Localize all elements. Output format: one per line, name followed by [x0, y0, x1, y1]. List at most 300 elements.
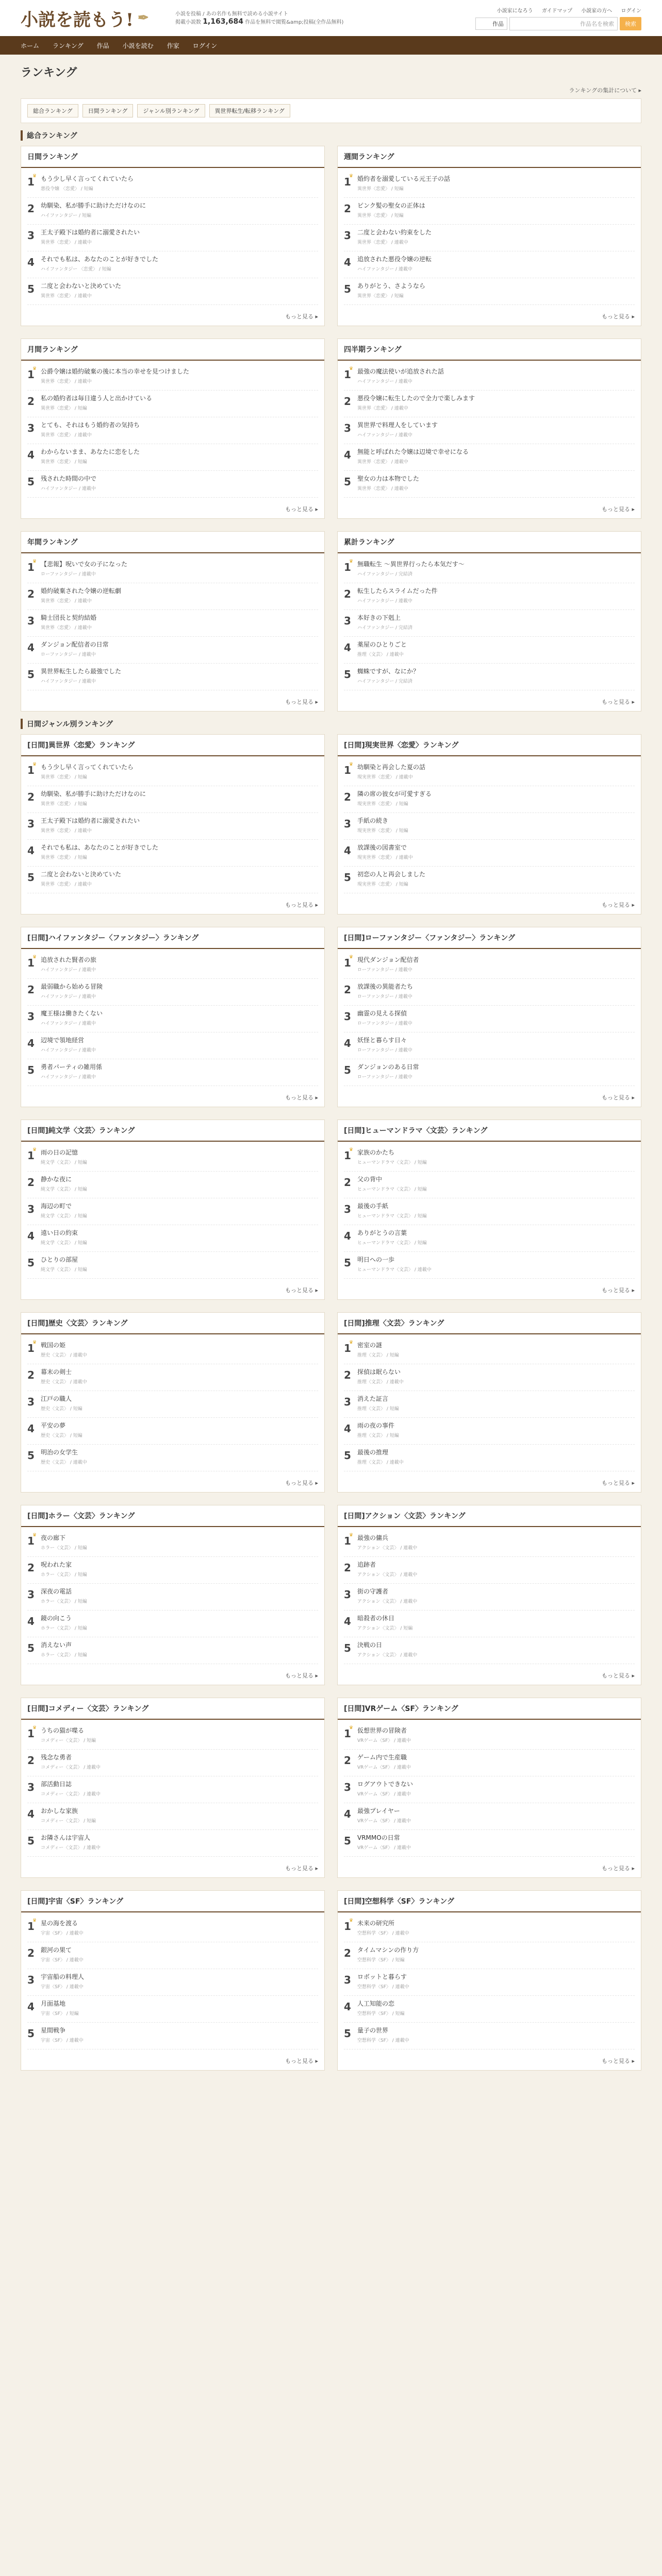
novel-title[interactable]: ゲーム内で生産職 — [357, 1754, 407, 1761]
novel-title[interactable]: 現代ダンジョン配信者 — [357, 956, 419, 963]
novel-title[interactable]: お隣さんは宇宙人 — [41, 1834, 91, 1841]
ranking-item[interactable] — [27, 813, 318, 840]
ranking-item[interactable] — [344, 637, 635, 664]
ranking-item[interactable] — [344, 1637, 635, 1664]
novel-title[interactable]: それでも私は、あなたのことが好きでした — [41, 256, 159, 263]
ranking-item[interactable] — [344, 171, 635, 198]
ranking-item[interactable] — [344, 556, 635, 583]
ranking-item[interactable] — [27, 1145, 318, 1172]
novel-title[interactable]: 最弱職から始める冒険 — [41, 983, 103, 990]
novel-title[interactable]: 家族のかたち — [357, 1149, 395, 1156]
novel-meta: 推理〈文芸〉 / 連載中 — [357, 1460, 404, 1465]
novel-title[interactable]: 消えない声 — [41, 1641, 72, 1649]
novel-title[interactable]: 最強の魔法使いが追放された話 — [357, 368, 444, 375]
nav-item[interactable]: 作家 — [167, 42, 179, 49]
novel-title[interactable]: 公爵令嬢は婚約破棄の後に本当の幸せを見つけました — [41, 368, 190, 375]
novel-title[interactable]: 雨の夜の事件 — [357, 1422, 395, 1429]
novel-title[interactable]: 追放された賢者の旅 — [41, 956, 97, 963]
ranking-item[interactable] — [27, 171, 318, 198]
novel-title[interactable]: 部活動日誌 — [41, 1781, 72, 1788]
ranking-item[interactable] — [27, 225, 318, 251]
novel-meta: 純文学〈文芸〉 / 短編 — [41, 1214, 87, 1219]
ranking-item[interactable] — [344, 1391, 635, 1418]
novel-title[interactable]: 未来の研究所 — [357, 1920, 395, 1927]
novel-title[interactable]: 戦国の姫 — [41, 1342, 66, 1349]
header-link[interactable]: 小説家の方へ — [581, 8, 613, 14]
novel-title[interactable]: 悪役令嬢に転生したので全力で楽しみます — [357, 395, 475, 402]
novel-title[interactable]: ありがとう、さようなら — [357, 282, 426, 290]
novel-meta: ローファンタジー / 連載中 — [357, 1075, 412, 1080]
novel-title[interactable]: おかしな家族 — [41, 1807, 78, 1815]
novel-meta: アクション〈文芸〉 / 短編 — [357, 1626, 413, 1631]
nav-item[interactable]: 小説を読む — [122, 42, 154, 49]
item-body — [41, 614, 318, 633]
novel-title[interactable]: ダンジョンのある日常 — [357, 1063, 419, 1071]
ranking-item[interactable] — [27, 1032, 318, 1059]
ranking-item[interactable] — [27, 1530, 318, 1557]
ranking-list — [21, 168, 324, 308]
novel-title[interactable]: 明日への一歩 — [357, 1256, 395, 1263]
ranking-item[interactable] — [27, 1557, 318, 1584]
ranking-item[interactable] — [27, 391, 318, 417]
card-title: [日間]推理〈文芸〉ランキング — [338, 1313, 641, 1334]
ranking-item[interactable] — [27, 867, 318, 893]
novel-title[interactable]: 異世界で料理人をしています — [357, 421, 438, 429]
novel-meta: ハイファンタジー / 連載中 — [357, 433, 412, 438]
novel-title[interactable]: 無職転生 〜異世界行ったら本気だす〜 — [357, 561, 465, 568]
more-link[interactable]: もっと見る ▸ — [285, 699, 318, 705]
novel-title[interactable]: それでも私は、あなたのことが好きでした — [41, 844, 159, 851]
rank-number: 2 — [344, 1754, 351, 1767]
ranking-item[interactable] — [344, 1942, 635, 1969]
novel-title[interactable]: 星の海を渡る — [41, 1920, 78, 1927]
ranking-item[interactable] — [344, 1969, 635, 1996]
novel-meta: 空想科学〈SF〉 / 短編 — [357, 1958, 405, 1963]
ranking-item[interactable] — [344, 1557, 635, 1584]
ranking-item[interactable] — [344, 1418, 635, 1445]
novel-title[interactable]: ピンク髪の聖女の正体は — [357, 202, 425, 209]
novel-title[interactable]: 宇宙船の料理人 — [41, 1973, 85, 1980]
ranking-item[interactable] — [344, 1252, 635, 1279]
ranking-item[interactable] — [344, 840, 635, 867]
ranking-item[interactable] — [344, 198, 635, 225]
ranking-item[interactable] — [344, 1337, 635, 1364]
novel-title[interactable]: もう少し早く言ってくれていたら — [41, 175, 134, 182]
novel-title[interactable]: 婚約者を溺愛している元王子の話 — [357, 175, 451, 182]
ranking-item[interactable] — [27, 1916, 318, 1942]
ranking-item[interactable] — [27, 1584, 318, 1611]
ranking-item[interactable] — [27, 1996, 318, 2023]
search-bar — [475, 17, 641, 30]
novel-title[interactable]: ログアウトできない — [357, 1781, 413, 1788]
novel-title[interactable]: 最強プレイヤー — [357, 1807, 400, 1815]
ranking-item[interactable] — [27, 583, 318, 610]
novel-title[interactable]: ひとりの部屋 — [41, 1256, 78, 1263]
item-body — [41, 175, 318, 194]
novel-meta: 純文学〈文芸〉 / 短編 — [41, 1160, 87, 1165]
more-link[interactable]: もっと見る ▸ — [601, 699, 635, 705]
ranking-item[interactable] — [344, 1916, 635, 1942]
crown-icon: ♛ — [32, 762, 37, 767]
novel-title[interactable]: 王太子殿下は婚約者に溺愛されたい — [41, 229, 140, 236]
novel-title[interactable]: 薬屋のひとりごと — [357, 641, 407, 648]
novel-title[interactable]: 【悲報】呪いで女の子になった — [41, 561, 128, 568]
novel-title[interactable]: 幽霊の見える探偵 — [357, 1010, 407, 1017]
ranking-item[interactable] — [344, 364, 635, 391]
ranking-item[interactable] — [344, 1611, 635, 1637]
ranking-item[interactable] — [27, 1445, 318, 1471]
ranking-item[interactable] — [344, 786, 635, 813]
rank-number: 4 — [27, 844, 35, 857]
more-link[interactable]: もっと見る ▸ — [601, 1672, 635, 1679]
ranking-item[interactable] — [27, 556, 318, 583]
more-link[interactable]: もっと見る ▸ — [601, 313, 635, 320]
rank-number: 4 — [344, 844, 351, 857]
ranking-item[interactable] — [27, 610, 318, 637]
ranking-item[interactable] — [27, 1803, 318, 1830]
novel-meta: ホラー〈文芸〉 / 短編 — [41, 1546, 87, 1551]
novel-title[interactable]: 密室の謎 — [357, 1342, 383, 1349]
ranking-list — [338, 361, 641, 501]
ranking-item[interactable] — [344, 759, 635, 786]
ranking-item[interactable] — [344, 1723, 635, 1750]
header-link[interactable]: 小説家になろう — [496, 8, 533, 14]
novel-meta: ハイファンタジー 〈恋愛〉 / 短編 — [41, 267, 111, 272]
ranking-item[interactable] — [27, 1172, 318, 1198]
crown-icon: ♛ — [32, 174, 37, 179]
novel-title[interactable]: 聖女の力は本物でした — [357, 475, 420, 482]
novel-title[interactable]: 星間戦争 — [41, 2027, 66, 2034]
ranking-item[interactable] — [344, 1445, 635, 1471]
novel-title[interactable]: 辺境で領地経営 — [41, 1037, 85, 1044]
ranking-item[interactable] — [27, 1059, 318, 1086]
ranking-item[interactable] — [27, 1252, 318, 1279]
novel-title[interactable]: ダンジョン配信者の日常 — [41, 641, 109, 648]
novel-title[interactable]: 放課後の異能者たち — [357, 983, 413, 990]
ranking-item[interactable] — [27, 759, 318, 786]
novel-title[interactable]: 消えた証言 — [357, 1395, 389, 1402]
novel-title[interactable]: 量子の世界 — [357, 2027, 389, 2034]
ranking-item[interactable] — [27, 417, 318, 444]
ranking-item[interactable] — [27, 471, 318, 498]
novel-title[interactable]: 最後の推理 — [357, 1449, 389, 1456]
novel-title[interactable]: 人工知能の恋 — [357, 2000, 395, 2007]
novel-title[interactable]: 幼馴染、私が勝手に助けただけなのに — [41, 202, 146, 209]
rank-number: 1 ♛ — [344, 1533, 354, 1547]
novel-title[interactable]: 最強の傭兵 — [357, 1534, 389, 1541]
ranking-item[interactable] — [344, 1145, 635, 1172]
ranking-item[interactable] — [344, 391, 635, 417]
novel-meta: 歴史〈文芸〉 / 短編 — [41, 1433, 82, 1438]
ranking-item[interactable] — [344, 1006, 635, 1032]
more-link[interactable]: もっと見る ▸ — [601, 1094, 635, 1101]
ranking-item[interactable] — [344, 225, 635, 251]
novel-title[interactable]: 二度と会わない約束をした — [357, 229, 432, 236]
novel-title[interactable]: 暗殺者の休日 — [357, 1615, 395, 1622]
more-link[interactable]: もっと見る ▸ — [285, 1865, 318, 1872]
rank-number: 5 — [344, 1257, 351, 1269]
tab-sogo[interactable]: 総合ランキング — [27, 104, 78, 117]
item-body — [357, 1587, 635, 1606]
more-link[interactable]: もっと見る ▸ — [285, 1480, 318, 1486]
ranking-list — [338, 168, 641, 308]
ranking-item[interactable] — [27, 637, 318, 664]
novel-title[interactable]: 幼馴染、私が勝手に助けただけなのに — [41, 790, 146, 798]
search-type-select[interactable]: 作品 — [475, 18, 507, 30]
ranking-item[interactable] — [344, 251, 635, 278]
ranking-item[interactable] — [27, 952, 318, 979]
novel-meta: 異世界〈恋愛〉 / 連載中 — [357, 486, 408, 492]
novel-title[interactable]: 明治の女学生 — [41, 1449, 78, 1456]
ranking-item[interactable] — [27, 840, 318, 867]
novel-title[interactable]: 江戸の職人 — [41, 1395, 72, 1402]
ranking-item[interactable] — [344, 1530, 635, 1557]
novel-title[interactable]: うちの猫が喋る — [41, 1727, 85, 1734]
novel-title[interactable]: VRMMOの日常 — [357, 1834, 400, 1841]
novel-title[interactable]: 呪われた家 — [41, 1561, 72, 1568]
novel-title[interactable]: 幕末の剣士 — [41, 1368, 72, 1376]
ranking-item[interactable] — [344, 417, 635, 444]
ranking-item[interactable] — [27, 1391, 318, 1418]
ranking-item[interactable] — [344, 610, 635, 637]
ranking-item[interactable] — [27, 1006, 318, 1032]
novel-title[interactable]: 騎士団長と契約結婚 — [41, 614, 97, 621]
novel-title[interactable]: 残念な勇者 — [41, 1754, 72, 1761]
ranking-item[interactable] — [344, 1225, 635, 1252]
ranking-list — [338, 1527, 641, 1667]
ranking-item[interactable] — [344, 583, 635, 610]
item-body — [41, 1807, 318, 1826]
novel-title[interactable]: 残された時間の中で — [41, 475, 97, 482]
ranking-item[interactable] — [27, 1364, 318, 1391]
novel-meta: ホラー〈文芸〉 / 短編 — [41, 1653, 87, 1658]
novel-meta: ハイファンタジー / 連載中 — [41, 679, 96, 684]
novel-title[interactable]: 夜の廊下 — [41, 1534, 66, 1541]
novel-title[interactable]: もう少し早く言ってくれていたら — [41, 764, 134, 771]
more-link[interactable]: もっと見る ▸ — [285, 313, 318, 320]
novel-title[interactable]: 決戦の日 — [357, 1641, 383, 1649]
ranking-item[interactable] — [344, 867, 635, 893]
more-link[interactable]: もっと見る ▸ — [285, 2058, 318, 2064]
ranking-item[interactable] — [27, 1611, 318, 1637]
ranking-item[interactable] — [344, 2023, 635, 2049]
novel-title[interactable]: 父の背中 — [357, 1176, 383, 1183]
novel-title[interactable]: 探偵は眠らない — [357, 1368, 401, 1376]
rank-number: 1 ♛ — [344, 1340, 354, 1354]
novel-title[interactable]: とても、それはもう婚約者の気持ち — [41, 421, 140, 429]
ranking-item[interactable] — [344, 1750, 635, 1776]
novel-title[interactable]: 隣の席の彼女が可愛すぎる — [357, 790, 432, 798]
novel-title[interactable]: 初恋の人と再会しました — [357, 871, 426, 878]
item-body — [357, 1036, 635, 1055]
ranking-item[interactable] — [344, 952, 635, 979]
novel-title[interactable]: 静かな夜に — [41, 1176, 72, 1183]
more-link[interactable]: もっと見る ▸ — [601, 1865, 635, 1872]
ranking-item[interactable] — [344, 1364, 635, 1391]
nav-item[interactable]: ログイン — [192, 42, 218, 49]
novel-title[interactable]: 遠い日の約束 — [41, 1229, 78, 1236]
card-title: [日間]アクション〈文芸〉ランキング — [338, 1505, 641, 1527]
rank-number: 2 — [27, 1947, 35, 1959]
ranking-guide-link[interactable]: ランキングの集計について ▸ — [569, 87, 641, 94]
more-link[interactable]: もっと見る ▸ — [601, 506, 635, 513]
ranking-item[interactable] — [27, 1776, 318, 1803]
search-button[interactable]: 検索 — [620, 17, 641, 30]
ranking-card — [21, 1698, 325, 1878]
novel-title[interactable]: 雨の日の記憶 — [41, 1149, 78, 1156]
rank-number: 4 — [27, 1422, 35, 1435]
novel-title[interactable]: 海辺の町で — [41, 1202, 72, 1210]
item-body — [357, 1946, 635, 1965]
ranking-item[interactable] — [27, 444, 318, 471]
site-logo[interactable] — [21, 6, 175, 31]
tab-genre[interactable]: ジャンル別ランキング — [137, 104, 205, 117]
ranking-item[interactable] — [344, 1830, 635, 1857]
ranking-item[interactable] — [27, 786, 318, 813]
ranking-item[interactable] — [344, 1032, 635, 1059]
item-body — [41, 1726, 318, 1745]
novel-meta: 歴史〈文芸〉 / 連載中 — [41, 1380, 87, 1385]
ranking-card — [21, 1312, 325, 1493]
ranking-item[interactable] — [27, 278, 318, 305]
ranking-item[interactable] — [344, 1803, 635, 1830]
novel-title[interactable]: 勇者パーティの雑用係 — [41, 1063, 103, 1071]
ranking-item[interactable] — [27, 251, 318, 278]
rank-number: 3 — [344, 1588, 351, 1601]
novel-title[interactable]: 蜘蛛ですが、なにか？ — [357, 668, 420, 675]
ranking-item[interactable] — [27, 1198, 318, 1225]
novel-meta: アクション〈文芸〉 / 連載中 — [357, 1653, 418, 1658]
ranking-item[interactable] — [27, 1723, 318, 1750]
ranking-item[interactable] — [27, 1337, 318, 1364]
header-link[interactable]: ガイドマップ — [541, 8, 573, 14]
ranking-item[interactable] — [344, 278, 635, 305]
ranking-item[interactable] — [27, 664, 318, 690]
ranking-item[interactable] — [27, 1225, 318, 1252]
count-prefix: 掲載小説数 — [175, 19, 201, 25]
novel-title[interactable]: 深夜の電話 — [41, 1588, 72, 1595]
nav-item[interactable]: ランキング — [53, 42, 84, 49]
novel-title[interactable]: 婚約破棄された令嬢の逆転劇 — [41, 587, 122, 595]
novel-meta: 異世界〈恋愛〉 / 短編 — [41, 775, 87, 780]
novel-title[interactable]: 手紙の続き — [357, 817, 389, 824]
novel-meta: 異世界〈恋愛〉 / 連載中 — [357, 406, 408, 411]
novel-title[interactable]: ありがとうの言葉 — [357, 1229, 407, 1236]
nav-item[interactable]: ホーム — [21, 42, 40, 49]
more-link[interactable]: もっと見る ▸ — [285, 902, 318, 908]
novel-title[interactable]: 転生したらスライムだった件 — [357, 587, 438, 595]
more-link[interactable]: もっと見る ▸ — [285, 1672, 318, 1679]
novel-title[interactable]: 街の守護者 — [357, 1588, 389, 1595]
novel-title[interactable]: 銀河の果て — [41, 1946, 72, 1954]
novel-title[interactable]: 平安の夢 — [41, 1422, 66, 1429]
ranking-item[interactable] — [27, 1969, 318, 1996]
rank-number: 2 — [27, 1562, 35, 1574]
ranking-item[interactable] — [27, 198, 318, 225]
rank-number: 5 — [27, 1835, 35, 1847]
novel-title[interactable]: 王太子殿下は婚約者に溺愛されたい — [41, 817, 140, 824]
novel-meta: 推理〈文芸〉 / 短編 — [357, 1353, 399, 1358]
novel-title[interactable]: 幼馴染と再会した夏の話 — [357, 764, 426, 771]
tab-daily[interactable]: 日間ランキング — [82, 104, 134, 117]
novel-meta: 異世界〈恋愛〉 / 短編 — [357, 187, 404, 192]
novel-title[interactable]: 異世界転生したら最強でした — [41, 668, 122, 675]
crown-icon: ♛ — [32, 1918, 37, 1923]
novel-title[interactable]: 仮想世界の冒険者 — [357, 1727, 407, 1734]
more-link[interactable]: もっと見る ▸ — [601, 902, 635, 908]
novel-title[interactable]: タイムマシンの作り方 — [357, 1946, 419, 1954]
more-link[interactable]: もっと見る ▸ — [601, 1480, 635, 1486]
novel-meta: アクション〈文芸〉 / 連載中 — [357, 1599, 418, 1604]
novel-title[interactable]: 月面基地 — [41, 2000, 66, 2007]
count-value: 1,163,684 — [203, 17, 244, 26]
rank-number: 1 ♛ — [344, 559, 354, 573]
ranking-item[interactable] — [27, 2023, 318, 2049]
novel-title[interactable]: 追放された悪役令嬢の逆転 — [357, 256, 432, 263]
novel-title[interactable]: 無能と呼ばれた令嬢は辺境で幸せになる — [357, 448, 469, 455]
ranking-item[interactable] — [344, 979, 635, 1006]
item-body — [357, 560, 635, 579]
nav-item[interactable]: 作品 — [96, 42, 109, 49]
more-link[interactable]: もっと見る ▸ — [285, 1094, 318, 1101]
novel-title[interactable]: 私の婚約者は毎日違う人と出かけている — [41, 395, 153, 402]
ranking-grid — [21, 146, 641, 711]
novel-title[interactable]: 二度と会わないと決めていた — [41, 282, 122, 290]
ranking-card — [337, 146, 641, 326]
novel-title[interactable]: 二度と会わないと決めていた — [41, 871, 122, 878]
novel-title[interactable]: 放課後の図書室で — [357, 844, 407, 851]
ranking-item[interactable] — [344, 1198, 635, 1225]
novel-title[interactable]: ロボットと暮らす — [357, 1973, 407, 1980]
novel-title[interactable]: 鏡の向こう — [41, 1615, 72, 1622]
search-input[interactable]: 作品名を検索 — [509, 17, 618, 30]
novel-title[interactable]: 魔王様は働きたくない — [41, 1010, 103, 1017]
novel-title[interactable]: 追跡者 — [357, 1561, 376, 1568]
more-link[interactable]: もっと見る ▸ — [285, 1287, 318, 1294]
ranking-item[interactable] — [344, 471, 635, 498]
ranking-item[interactable] — [27, 1750, 318, 1776]
ranking-item[interactable] — [344, 1584, 635, 1611]
rank-number: 3 — [27, 229, 35, 242]
ranking-item[interactable] — [344, 1059, 635, 1086]
ranking-item[interactable] — [27, 1418, 318, 1445]
rank-number: 1 ♛ — [344, 1725, 354, 1740]
ranking-item[interactable] — [27, 979, 318, 1006]
ranking-item[interactable] — [344, 1776, 635, 1803]
ranking-item[interactable] — [344, 664, 635, 690]
ranking-item[interactable] — [344, 1996, 635, 2023]
ranking-item[interactable] — [344, 1172, 635, 1198]
more-link[interactable]: もっと見る ▸ — [285, 506, 318, 513]
more-link[interactable]: もっと見る ▸ — [601, 1287, 635, 1294]
header-link[interactable]: ログイン — [621, 8, 641, 14]
card-title: 日間ランキング — [21, 146, 324, 168]
ranking-item[interactable] — [27, 1637, 318, 1664]
ranking-list — [338, 1334, 641, 1475]
ranking-item[interactable] — [27, 1830, 318, 1857]
ranking-item[interactable] — [344, 444, 635, 471]
novel-title[interactable]: 妖怪と暮らす日々 — [357, 1037, 407, 1044]
ranking-item[interactable] — [344, 813, 635, 840]
item-body — [41, 1148, 318, 1167]
novel-title[interactable]: 最後の手紙 — [357, 1202, 389, 1210]
tab-isekai[interactable]: 異世界転生/転移ランキング — [209, 104, 290, 117]
more-link[interactable]: もっと見る ▸ — [601, 2058, 635, 2064]
novel-title[interactable]: 本好きの下剋上 — [357, 614, 401, 621]
ranking-item[interactable] — [27, 364, 318, 391]
novel-title[interactable]: わからないまま、あなたに恋をした — [41, 448, 140, 455]
ranking-item[interactable] — [27, 1942, 318, 1969]
